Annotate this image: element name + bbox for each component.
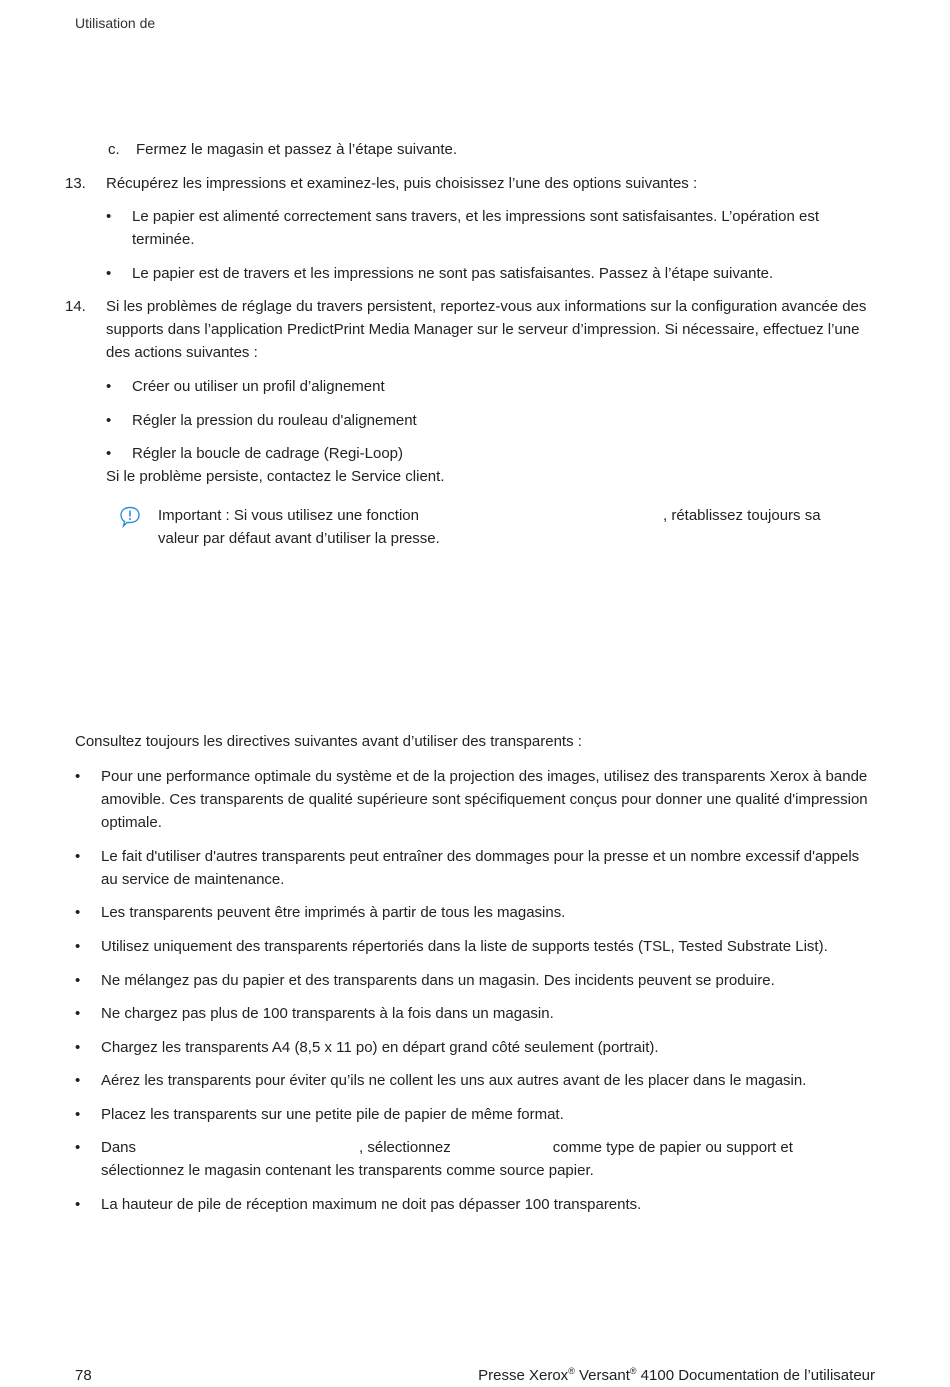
step-14-text: Si les problèmes de réglage du travers persistent, reportez-vous aux informations sur la configuration avancée des supports dans l’application PredictPrint Media Manager sur le serveur d’impression. Si nécessaire, effectuez l’une des actions suivantes :: [106, 298, 867, 361]
step-14-bullet: • Créer ou utiliser un profil d’alignement: [106, 375, 876, 398]
note-part-2: , rétablissez toujours sa: [662, 507, 821, 524]
step-14-after: Si le problème persiste, contactez le Service client.: [106, 468, 445, 485]
transparents-bullet: • Les transparents peuvent être imprimés à partir de tous les magasins.: [75, 901, 875, 924]
important-note-text: [158, 504, 858, 550]
note-part-3: valeur par défaut avant d’utiliser la presse.: [158, 530, 440, 547]
step-c: [108, 138, 457, 161]
step-13-number: 13.: [65, 175, 86, 192]
step-14-bullet: • Régler la boucle de cadrage (Regi-Loop): [106, 442, 876, 465]
transparents-bullet: • Aérez les transparents pour éviter qu’ils ne collent les uns aux autres avant de les placer dans le magasin.: [75, 1069, 875, 1092]
note-part-1: Important : Si vous utilisez une fonction: [158, 507, 419, 524]
doc-title-rest: 4100 Documentation de l’utilisateur: [636, 1367, 875, 1384]
step-13-bullet: • Le papier est de travers et les impressions ne sont pas satisfaisantes. Passez à l’étape suivante.: [106, 262, 876, 285]
split-part-3: comme type de papier ou support et: [552, 1139, 793, 1156]
step-13-text: Récupérez les impressions et examinez-les, puis choisissez l’une des options suivantes :: [106, 175, 698, 192]
step-c-text: Fermez le magasin et passez à l’étape suivante.: [136, 141, 457, 158]
doc-title-brand: Presse Xerox: [478, 1367, 569, 1384]
transparents-bullet: • Le fait d'utiliser d'autres transparents peut entraîner des dommages pour la presse et un nombre excessif d'appels au service de maintenance.: [75, 845, 875, 891]
transparents-bullet: • Placez les transparents sur une petite pile de papier de même format.: [75, 1103, 875, 1126]
transparents-bullet: • Ne chargez pas plus de 100 transparents à la fois dans un magasin.: [75, 1002, 875, 1025]
transparents-bullet: • La hauteur de pile de réception maximum ne doit pas dépasser 100 transparents.: [75, 1193, 875, 1216]
transparents-intro: Consultez toujours les directives suivantes avant d’utiliser des transparents :: [75, 733, 582, 750]
transparents-bullet-paper-type: [75, 1136, 875, 1182]
document-title: [478, 1364, 875, 1387]
transparents-bullet: • Chargez les transparents A4 (8,5 x 11 po) en départ grand côté seulement (portrait).: [75, 1036, 875, 1059]
step-13-bullet: • Le papier est alimenté correctement sans travers, et les impressions sont satisfaisantes. L’opération est terminée.: [106, 205, 876, 251]
transparents-bullet: • Utilisez uniquement des transparents répertoriés dans la liste de supports testés (TSL, Tested Substrate List).: [75, 935, 875, 958]
transparents-bullet: • Ne mélangez pas du papier et des transparents dans un magasin. Des incidents peuvent se produire.: [75, 969, 875, 992]
split-part-2: , sélectionnez: [359, 1139, 451, 1156]
split-part-1: Dans: [101, 1139, 137, 1156]
split-part-4: sélectionnez le magasin contenant les transparents comme source papier.: [101, 1162, 594, 1179]
doc-title-product: Versant: [574, 1367, 630, 1384]
step-c-label: c.: [108, 141, 120, 158]
registered-mark: ®: [629, 1366, 637, 1376]
step-14-bullet: • Régler la pression du rouleau d'alignement: [106, 409, 876, 432]
important-icon: [118, 505, 142, 529]
transparents-bullet: • Pour une performance optimale du système et de la projection des images, utilisez des transparents Xerox à bande amovible. Ces transparents de qualité supérieure sont spécifiquement conçus pour donner une qualité d'impression optimale.: [75, 765, 875, 834]
running-header: Utilisation de: [75, 15, 156, 31]
step-14-number: 14.: [65, 298, 86, 315]
registered-mark: ®: [568, 1366, 575, 1376]
page-number: 78: [75, 1367, 92, 1384]
